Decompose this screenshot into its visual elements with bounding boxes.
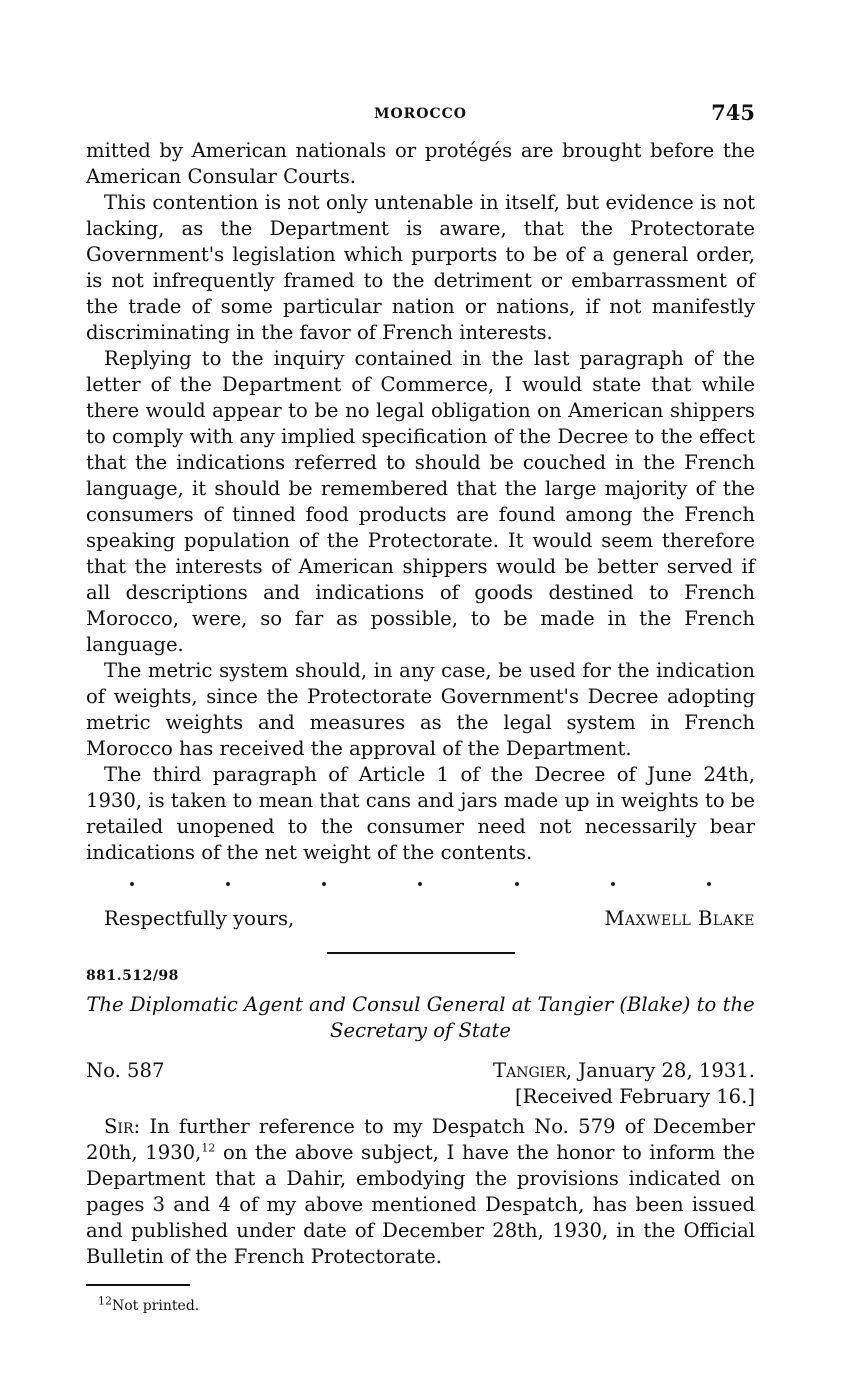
footnote-marker: 12 [98, 1293, 112, 1307]
paragraph: The metric system should, in any case, be used for the indication of weights, since the Protectorate Government's Decree adopting metric weights and measures as the legal system in French Morocco has received the approval of the Department. [86, 659, 755, 760]
omission-dot [418, 882, 422, 886]
page [86, 98, 755, 1314]
letter-body [86, 1114, 755, 1270]
omission-dot [707, 882, 711, 886]
paragraph: Replying to the inquiry contained in the last paragraph of the letter of the Department of Commerce, I would state that while there would appear to be no legal obligation on American shippers to comply with any implied specification of the Decree to the effect that the indications referred to should be couched in the French language, it should be remembered that the large majority of the consumers of tinned food products are found among the French speaking population of the Protectorate. It would seem therefore that the interests of American shippers would be better served if all descriptions and indications of goods destined to French Morocco, were, so far as possible, to be made in the French language. [86, 347, 755, 656]
document-title-line: The Diplomatic Agent and Consul General at Tangier (Blake) to the [86, 993, 755, 1016]
paragraph-continuation: mitted by American nationals or protégés are brought before the American Consular Courts. [86, 139, 755, 188]
page-header [86, 98, 755, 138]
despatch-place-date [493, 1058, 755, 1084]
footnote-divider [86, 1284, 190, 1286]
document-title-line: Secretary of State [330, 1019, 511, 1042]
document-title [86, 992, 755, 1044]
omission-dot [611, 882, 615, 886]
omission-dots [86, 872, 755, 896]
salutation: Sir: [104, 1115, 141, 1138]
received-date: [Received February 16.] [514, 1085, 755, 1108]
omission-dot [226, 882, 230, 886]
footnote-reference[interactable]: 12 [201, 1141, 216, 1155]
valediction: Respectfully yours, [104, 907, 295, 930]
footnote-text: Not printed. [112, 1297, 200, 1314]
omission-dot [322, 882, 326, 886]
signature: Maxwell Blake [604, 907, 755, 930]
section-divider [327, 952, 515, 954]
despatch-meta [86, 1058, 755, 1114]
despatch-number: No. 587 [86, 1059, 165, 1082]
despatch-place: Tangier, [493, 1059, 573, 1082]
omission-dot [130, 882, 134, 886]
paragraph: The third paragraph of Article 1 of the Decree of June 24th, 1930, is taken to mean that cans and jars made up in weights to be retailed unopened to the consumer need not necessarily bear indications of the net weight of the contents. [86, 763, 755, 864]
despatch-date: January 28, 1931. [578, 1059, 755, 1082]
omission-dot [515, 882, 519, 886]
footnote [86, 1293, 755, 1314]
running-title: MOROCCO [373, 106, 467, 122]
letter-body-text: In further reference to my Despatch No. 579 of December 20th, 1930, [86, 1115, 755, 1164]
file-number: 881.512/98 [86, 968, 179, 984]
paragraph: This contention is not only untenable in itself, but evidence is not lacking, as the Department is aware, that the Protectorate Government's legislation which purports to be of a general order, is not infrequently framed to the detriment or embarrassment of the trade of some particular nation or nations, if not manifestly discriminating in the favor of French interests. [86, 191, 755, 344]
letter-body-text: on the above subject, I have the honor to inform the Department that a Dahir, embodying the provisions indicated on pages 3 and 4 of my above mentioned Despatch, has been issued and published under date of December 28th, 1930, in the Official Bulletin of the French Protectorate. [86, 1141, 755, 1268]
page-number: 745 [711, 100, 755, 125]
closing [86, 906, 755, 932]
